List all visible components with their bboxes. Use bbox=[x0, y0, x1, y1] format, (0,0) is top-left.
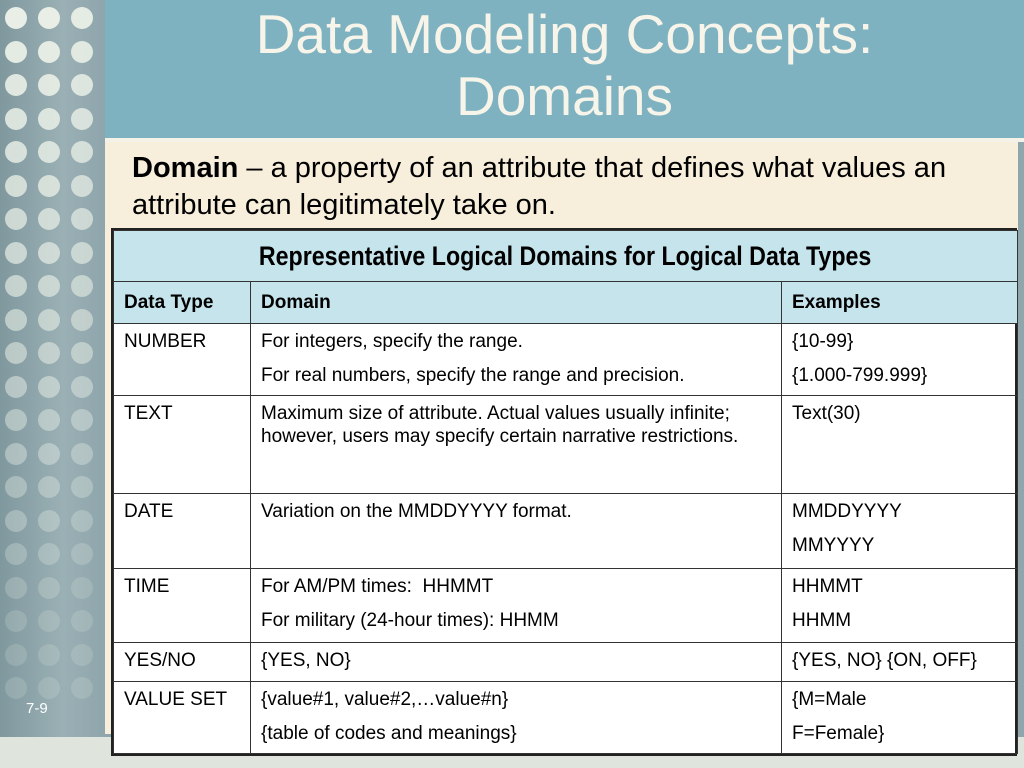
slide-title bbox=[105, 0, 1024, 138]
decorative-dot bbox=[71, 543, 93, 565]
example-line: {M=Male bbox=[792, 688, 867, 710]
cell-type: DATE bbox=[114, 494, 251, 568]
decorative-dot bbox=[5, 610, 27, 632]
decorative-dot bbox=[38, 610, 60, 632]
decorative-dot bbox=[71, 644, 93, 666]
example-line: Text(30) bbox=[792, 402, 861, 424]
decorative-dot bbox=[71, 242, 93, 264]
table-row bbox=[114, 395, 1018, 494]
table-header-row bbox=[114, 282, 1018, 323]
decorative-dot bbox=[71, 208, 93, 230]
decorative-dot bbox=[71, 108, 93, 130]
decorative-dot bbox=[38, 242, 60, 264]
header-data-type: Data Type bbox=[114, 282, 251, 323]
decorative-dot bbox=[5, 74, 27, 96]
decorative-dot bbox=[71, 342, 93, 364]
table-caption: Representative Logical Domains for Logical Data Types bbox=[114, 231, 1018, 282]
cell-examples bbox=[782, 681, 1018, 753]
cell-examples bbox=[782, 323, 1018, 395]
decorative-dot bbox=[38, 309, 60, 331]
decorative-dot bbox=[38, 644, 60, 666]
slide-title-line-2: Domains bbox=[455, 65, 674, 127]
decorative-dot bbox=[38, 175, 60, 197]
domain-line: For military (24-hour times): HHMM bbox=[261, 609, 559, 631]
decorative-dot bbox=[38, 141, 60, 163]
cell-type: TEXT bbox=[114, 395, 251, 494]
decorative-dot bbox=[5, 476, 27, 498]
table-row bbox=[114, 681, 1018, 753]
cell-domain bbox=[251, 681, 782, 753]
example-line: {YES, NO} {ON, OFF} bbox=[792, 650, 977, 672]
table-row bbox=[114, 323, 1018, 395]
decorative-dot bbox=[71, 74, 93, 96]
decorative-dot bbox=[38, 443, 60, 465]
decorative-dot bbox=[38, 108, 60, 130]
cell-examples bbox=[782, 643, 1018, 681]
domains-table bbox=[111, 228, 1017, 756]
decorative-dot bbox=[71, 41, 93, 63]
decorative-dot bbox=[38, 409, 60, 431]
decorative-dot bbox=[5, 677, 27, 699]
cell-domain bbox=[251, 643, 782, 681]
cell-type: VALUE SET bbox=[114, 681, 251, 753]
decorative-dot bbox=[5, 141, 27, 163]
example-line: F=Female} bbox=[792, 722, 885, 744]
domain-line: For AM/PM times: HHMMT bbox=[261, 575, 494, 597]
decorative-dot bbox=[38, 510, 60, 532]
decorative-dot bbox=[71, 476, 93, 498]
decorative-dot bbox=[5, 409, 27, 431]
domain-line: {table of codes and meanings} bbox=[261, 722, 517, 744]
example-line: MMYYYY bbox=[792, 535, 875, 557]
decorative-dot bbox=[38, 74, 60, 96]
decorative-dot bbox=[38, 275, 60, 297]
decorative-dot bbox=[71, 510, 93, 532]
decorative-dot bbox=[71, 175, 93, 197]
domain-line: Variation on the MMDDYYYY format. bbox=[261, 501, 572, 523]
decorative-dot bbox=[71, 275, 93, 297]
cell-domain bbox=[251, 494, 782, 568]
domain-line: For integers, specify the range. bbox=[261, 330, 523, 352]
decorative-dot bbox=[5, 543, 27, 565]
definition-text bbox=[132, 150, 1002, 224]
decorative-dot bbox=[5, 309, 27, 331]
definition-body: – a property of an attribute that defines what values an attribute can legitimately take on. bbox=[132, 152, 947, 221]
decorative-dot bbox=[5, 275, 27, 297]
decorative-dot bbox=[38, 543, 60, 565]
decorative-dot bbox=[71, 577, 93, 599]
cell-type: NUMBER bbox=[114, 323, 251, 395]
decorative-dot bbox=[71, 141, 93, 163]
decorative-dot bbox=[38, 342, 60, 364]
decorative-dot bbox=[5, 208, 27, 230]
slide-number: 7-9 bbox=[26, 700, 48, 717]
definition-term: Domain bbox=[132, 152, 239, 184]
cell-examples bbox=[782, 395, 1018, 494]
decorative-dot bbox=[5, 342, 27, 364]
decorative-dot bbox=[5, 41, 27, 63]
right-edge-band bbox=[1018, 142, 1024, 742]
decorative-dot bbox=[5, 108, 27, 130]
domain-line: For real numbers, specify the range and precision. bbox=[261, 364, 685, 386]
cell-examples bbox=[782, 568, 1018, 642]
decorative-dot bbox=[71, 677, 93, 699]
domain-line: {value#1, value#2,…value#n} bbox=[261, 688, 509, 710]
example-line: MMDDYYYY bbox=[792, 501, 902, 523]
cell-domain bbox=[251, 323, 782, 395]
decorative-dot bbox=[5, 510, 27, 532]
example-line: {10-99} bbox=[792, 330, 854, 352]
table-row bbox=[114, 568, 1018, 642]
decorative-dot bbox=[5, 376, 27, 398]
cell-domain bbox=[251, 568, 782, 642]
example-line: HHMMT bbox=[792, 575, 863, 597]
example-line: {1.000-799.999} bbox=[792, 364, 928, 386]
cell-type: YES/NO bbox=[114, 643, 251, 681]
cell-examples bbox=[782, 494, 1018, 568]
decorative-dot bbox=[38, 376, 60, 398]
decorative-dot bbox=[5, 175, 27, 197]
decorative-dot bbox=[5, 577, 27, 599]
decorative-dot bbox=[38, 577, 60, 599]
table-row bbox=[114, 643, 1018, 681]
decorative-dot bbox=[71, 443, 93, 465]
decorative-dot bbox=[5, 644, 27, 666]
slide-title-line-1: Data Modeling Concepts: bbox=[255, 3, 874, 65]
cell-domain bbox=[251, 395, 782, 494]
decorative-dot bbox=[71, 309, 93, 331]
decorative-dot bbox=[71, 610, 93, 632]
decorative-dot bbox=[38, 7, 60, 29]
header-examples: Examples bbox=[782, 282, 1018, 323]
decorative-dot bbox=[38, 476, 60, 498]
decorative-dot bbox=[5, 443, 27, 465]
decorative-dot bbox=[71, 409, 93, 431]
decorative-dot bbox=[5, 242, 27, 264]
decorative-dot bbox=[38, 41, 60, 63]
decorative-dot bbox=[38, 677, 60, 699]
decorative-dot bbox=[5, 7, 27, 29]
table-row bbox=[114, 494, 1018, 568]
decorative-dot bbox=[71, 7, 93, 29]
header-domain: Domain bbox=[251, 282, 782, 323]
example-line: HHMM bbox=[792, 609, 852, 631]
domain-line: Maximum size of attribute. Actual values usually infinite; however, users may specify certain narrative restrictions. bbox=[261, 402, 739, 447]
domain-line: {YES, NO} bbox=[261, 650, 351, 672]
cell-type: TIME bbox=[114, 568, 251, 642]
decorative-dot bbox=[38, 208, 60, 230]
decorative-dot bbox=[71, 376, 93, 398]
